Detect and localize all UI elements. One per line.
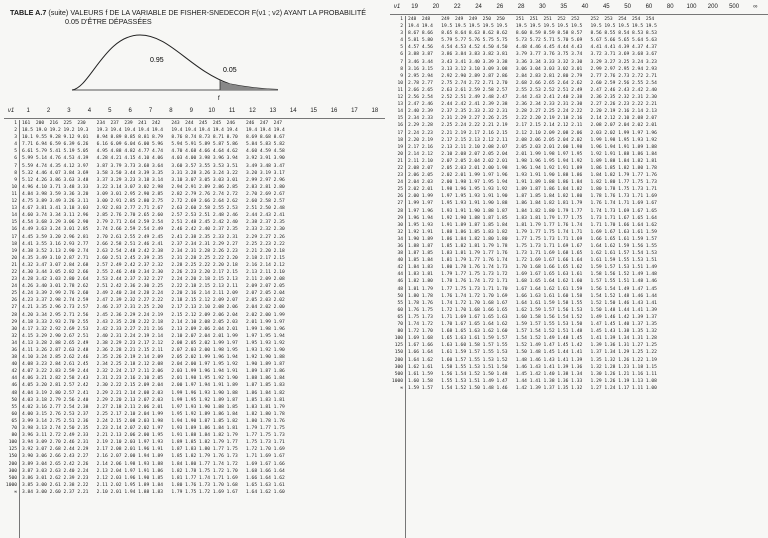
table-row: 3.92 3.07 2.68 2.44 2.29 2.17 2.08 2.01 1.96 1.91 1.87 1.83 1.80 1.77 1.75 1.72 1.70 1.69 (22, 447, 285, 453)
table-row: 4.24 3.39 2.99 2.76 2.60 2.49 2.40 2.34 2.28 2.24 2.20 2.16 2.14 2.11 2.09 2.07 2.05 2.04 (22, 291, 285, 297)
right-row-nu2: 20 (397, 151, 403, 157)
table-row: 1.74 1.72 1.70 1.67 1.65 1.64 1.62 1.59 1.57 1.55 1.53 1.50 1.47 1.45 1.40 1.37 1.35 (408, 322, 657, 328)
right-col-header: 40 (581, 4, 589, 10)
table-row: 2.02 2.01 1.98 1.96 1.95 1.93 1.92 1.89 1.87 1.86 1.84 1.82 1.80 1.78 1.75 1.73 1.71 (408, 187, 657, 193)
left-row-nu2: 25 (11, 291, 17, 297)
right-row-nu2: 5 (400, 45, 403, 51)
left-row-nu2: 500 (8, 475, 17, 481)
right-row-nu2: 65 (397, 314, 403, 320)
left-row-nu2: 24 (11, 284, 17, 290)
table-row: 3.98 3.13 2.74 2.50 2.35 2.23 2.14 2.07 2.02 1.97 1.93 1.89 1.86 1.84 1.81 1.79 1.77 1.75 (22, 426, 285, 432)
table-row: 4.57 4.56 4.54 4.53 4.52 4.50 4.50 4.48 4.46 4.45 4.44 4.43 4.41 4.41 4.39 4.37 4.37 (408, 45, 657, 51)
right-row-nu2: 300 (394, 364, 403, 370)
table-row: 1.84 1.83 1.80 1.78 1.76 1.74 1.73 1.70 1.68 1.66 1.65 1.62 1.59 1.57 1.53 1.51 1.49 (408, 265, 657, 271)
table-row: 4.20 3.34 2.95 2.71 2.56 2.45 2.36 2.29 2.24 2.19 2.15 2.12 2.09 2.06 2.04 2.02 2.00 1.99 (22, 312, 285, 318)
table-row: 2.47 2.46 2.44 2.42 2.41 2.39 2.38 2.36 2.34 2.33 2.31 2.30 2.27 2.26 2.23 2.22 2.21 (408, 102, 657, 108)
left-row-nu2: 13 (11, 206, 17, 212)
table-row: 4.54 3.68 3.29 3.06 2.90 2.79 2.71 2.64 2.59 2.54 2.51 2.48 2.45 2.42 2.40 2.38 2.37 2.35 (22, 220, 285, 226)
table-row: 4.21 3.35 2.96 2.73 2.57 2.46 2.37 2.31 2.25 2.20 2.17 2.13 2.10 2.08 2.06 2.04 2.02 2.00 (22, 305, 285, 311)
left-col-header: 8 (169, 108, 173, 114)
right-row-nu2: 32 (397, 229, 403, 235)
table-row: 4.07 3.22 2.83 2.59 2.44 2.32 2.24 2.17 2.11 2.06 2.03 1.99 1.96 1.94 1.91 1.89 1.87 1.86 (22, 369, 285, 375)
table-cont: (suite) (48, 8, 69, 17)
area-095-label: 0.95 (150, 57, 164, 64)
table-row: 3.84 3.00 2.60 2.37 2.21 2.10 2.01 1.94 1.88 1.83 1.79 1.75 1.72 1.69 1.67 1.64 1.62 1.60 (22, 489, 285, 495)
table-row: 2.40 2.39 2.37 2.35 2.33 2.32 2.31 2.28 2.27 2.25 2.24 2.22 2.20 2.19 2.16 2.14 2.13 (408, 109, 657, 115)
table-row: 1.59 1.57 1.54 1.52 1.50 1.48 1.46 1.42 1.39 1.37 1.35 1.32 1.27 1.24 1.17 1.11 1.00 (408, 385, 657, 391)
left-row-nu2: 4 (14, 142, 17, 148)
left-row-nu2: 34 (11, 340, 17, 346)
right-row-nu2: 13 (397, 102, 403, 108)
table-row: 5.32 4.46 4.07 3.84 3.69 3.58 3.50 3.44 3.39 3.35 3.31 3.28 3.26 3.24 3.22 3.20 3.19 3.17 (22, 170, 285, 176)
right-col-header: 26 (496, 4, 504, 10)
left-row-nu2: 27 (11, 305, 17, 311)
right-col-header: 28 (517, 4, 525, 10)
left-row-nu2: 3 (14, 135, 17, 141)
left-row-nu2: 11 (11, 191, 17, 197)
left-row-nu2: 8 (14, 170, 17, 176)
left-col-header: 9 (189, 108, 193, 114)
right-row-nu2: 46 (397, 279, 403, 285)
table-row: 1.67 1.66 1.63 1.60 1.58 1.57 1.55 1.52 1.49 1.47 1.45 1.42 1.39 1.36 1.31 1.27 1.25 (408, 343, 657, 349)
table-row: 1.97 1.96 1.93 1.91 1.90 1.88 1.87 1.84 1.82 1.80 1.79 1.77 1.74 1.73 1.69 1.67 1.65 (408, 208, 657, 214)
table-row: 1.99 1.97 1.95 1.93 1.91 1.90 1.88 1.86 1.84 1.82 1.81 1.79 1.76 1.74 1.71 1.69 1.67 (408, 201, 657, 207)
left-col-header: 12 (249, 108, 256, 114)
left-row-nu2: 7 (14, 163, 17, 169)
left-row-nu2: 300 (8, 468, 17, 474)
left-column-headers (18, 104, 385, 118)
left-row-nu2: 40 (11, 362, 17, 368)
table-row: 1.78 1.76 1.74 1.72 1.70 1.68 1.67 1.64 1.61 1.59 1.58 1.55 1.52 1.50 1.46 1.43 1.41 (408, 300, 657, 306)
table-row: 4.32 3.47 3.07 2.84 2.68 2.57 2.49 2.42 2.37 2.32 2.28 2.25 2.22 2.20 2.18 2.16 2.14 2.12 (22, 262, 285, 268)
left-row-nu2: 15 (11, 220, 17, 226)
right-row-nu2: 80 (397, 329, 403, 335)
right-row-nu2: 6 (400, 52, 403, 58)
left-col-header: 15 (310, 108, 317, 114)
table-title-text: VALEURS f DE LA VARIABLE DE FISHER-SNEDECOR F(ν1 ; ν2) AYANT LA PROBABILITÉ (70, 8, 367, 17)
table-row: 3.46 3.44 3.43 3.41 3.40 3.39 3.38 3.36 3.34 3.33 3.32 3.30 3.29 3.27 3.25 3.24 3.23 (408, 59, 657, 65)
table-label: TABLE A.7 (10, 8, 47, 17)
table-row: 2.20 2.19 2.17 2.15 2.13 2.12 2.11 2.08 2.06 2.05 2.04 2.02 1.99 1.98 1.95 1.93 1.92 (408, 137, 657, 143)
left-row-nu2: 55 (11, 404, 17, 410)
right-col-header: 24 (475, 4, 482, 10)
right-row-nu2: 23 (397, 173, 403, 179)
left-row-nu2: 5 (14, 149, 17, 155)
right-header-row (390, 0, 768, 14)
left-row-nu2: 17 (11, 234, 17, 240)
right-col-header: 30 (539, 4, 546, 10)
left-row-nu2: 29 (11, 319, 17, 325)
left-row-nu2: 80 (11, 433, 17, 439)
table-row: 4.26 3.40 3.01 2.78 2.62 2.51 2.42 2.36 2.30 2.25 2.22 2.18 2.15 2.13 2.11 2.09 2.07 2.05 (22, 284, 285, 290)
table-row: 2.56 2.54 2.52 2.51 2.49 2.48 2.47 2.44 2.43 2.41 2.40 2.38 2.36 2.35 2.32 2.31 2.30 (408, 95, 657, 101)
left-row-nu2: 125 (8, 447, 17, 453)
left-row-nu2: 50 (11, 397, 17, 403)
right-col-header: 500 (729, 4, 740, 10)
table-row: 5.12 4.26 3.86 3.63 3.48 3.37 3.29 3.23 3.18 3.14 3.10 3.07 3.05 3.03 3.01 2.99 2.97 2.96 (22, 177, 285, 183)
left-col-header: 1 (26, 108, 30, 114)
right-row-nu2: 2 (400, 24, 403, 30)
left-row-nu2: 70 (11, 426, 17, 432)
right-row-nu2: 17 (397, 130, 403, 136)
table-row: 4.41 3.55 3.16 2.93 2.77 2.66 2.58 2.51 2.46 2.41 2.37 2.34 2.31 2.29 2.27 2.25 2.23 2.22 (22, 241, 285, 247)
table-row: 1.96 1.94 1.92 1.90 1.88 1.87 1.85 1.83 1.81 1.79 1.77 1.75 1.73 1.71 1.67 1.65 1.64 (408, 215, 657, 221)
left-row-nu2: 6 (14, 156, 17, 162)
left-row-nu2: 48 (11, 390, 17, 396)
table-row: 2.11 2.10 2.07 2.05 2.04 2.02 2.01 1.98 1.96 1.95 1.94 1.92 1.89 1.88 1.84 1.82 1.81 (408, 158, 657, 164)
left-rule (19, 120, 20, 538)
right-row-nu2: 100 (394, 336, 403, 342)
right-header-rule (390, 14, 768, 15)
table-row: 161 200 216 225 230 234 237 239 241 242 243 244 245 245 246 246 247 247 (22, 121, 282, 126)
table-row: 2.95 2.94 2.92 2.90 2.89 2.87 2.86 2.84 2.83 2.81 2.80 2.79 2.77 2.76 2.73 2.72 2.71 (408, 73, 657, 79)
right-row-nu2: 10 (397, 80, 403, 86)
left-row-nu2: 150 (8, 454, 17, 460)
table-row: 4.96 4.10 3.71 3.48 3.33 3.22 3.14 3.07 3.02 2.98 2.94 2.91 2.89 2.86 2.85 2.83 2.81 2.80 (22, 184, 285, 190)
table-title (10, 8, 370, 26)
left-row-nu2: 22 (11, 269, 17, 275)
right-row-nu2: 27 (397, 201, 403, 207)
table-row: 1.64 1.62 1.60 1.57 1.55 1.53 1.52 1.48 1.46 1.43 1.41 1.39 1.35 1.32 1.26 1.22 1.19 (408, 357, 657, 363)
right-col-header: 50 (624, 4, 631, 10)
right-row-nu2: 26 (397, 194, 403, 200)
right-row-nu2: 1 (400, 17, 403, 22)
left-values (22, 120, 384, 538)
table-row: 4.10 3.24 2.85 2.62 2.46 2.35 2.26 2.19 2.14 2.09 2.05 2.02 1.99 1.96 1.94 1.92 1.90 1.88 (22, 355, 285, 361)
table-row: 1.88 1.87 1.85 1.82 1.81 1.79 1.78 1.75 1.73 1.71 1.69 1.67 1.64 1.62 1.59 1.56 1.55 (408, 244, 657, 249)
left-nu2-column (4, 120, 17, 538)
right-row-nu2: 8 (400, 66, 403, 72)
left-row-nu2: 2 (14, 128, 17, 134)
left-col-header: 6 (128, 108, 132, 114)
right-col-header: 35 (560, 4, 568, 10)
table-row: 4.03 3.18 2.79 2.56 2.40 2.29 2.20 2.13 2.07 2.03 1.99 1.95 1.92 1.89 1.87 1.85 1.83 1.81 (22, 397, 285, 403)
left-row-nu2: 21 (11, 262, 17, 268)
right-row-nu2: 19 (397, 144, 403, 150)
table-row: 4.67 3.81 3.41 3.18 3.03 2.92 2.83 2.77 2.71 2.67 2.63 2.60 2.58 2.55 2.53 2.51 2.50 2.48 (22, 206, 285, 212)
left-row-nu2: 42 (11, 369, 17, 375)
left-row-nu2: 28 (11, 312, 17, 318)
table-row: 4.11 3.26 2.87 2.63 2.48 2.36 2.28 2.21 2.15 2.11 2.07 2.03 2.00 1.98 1.95 1.93 1.92 1.90 (22, 348, 285, 353)
table-row: 4.35 3.49 3.10 2.87 2.71 2.60 2.51 2.45 2.39 2.35 2.31 2.28 2.25 2.22 2.20 2.18 2.17 2.15 (22, 255, 285, 261)
table-row: 2.04 2.03 2.00 1.98 1.97 1.95 1.94 1.91 1.89 1.88 1.86 1.84 1.82 1.80 1.77 1.75 1.73 (408, 180, 657, 186)
table-row: 4.38 3.52 3.13 2.90 2.74 2.63 2.54 2.48 2.42 2.38 2.34 2.31 2.28 2.26 2.23 2.21 2.20 2.18 (22, 248, 285, 254)
table-row: 8.67 8.66 8.65 8.64 8.63 8.62 8.62 8.60 8.59 8.59 8.58 8.57 8.56 8.55 8.54 8.53 8.53 (408, 31, 657, 37)
table-row: 4.02 3.16 2.77 2.54 2.38 2.27 2.18 2.11 2.06 2.01 1.97 1.93 1.90 1.88 1.85 1.83 1.81 1.79 (22, 404, 285, 410)
table-row: 3.87 3.03 2.63 2.40 2.24 2.13 2.04 1.97 1.91 1.86 1.82 1.78 1.75 1.72 1.70 1.68 1.66 1.64 (22, 468, 285, 474)
table-row: 4.17 3.32 2.92 2.69 2.53 2.42 2.33 2.27 2.21 2.16 2.13 2.09 2.06 2.04 2.01 1.99 1.98 1.96 (22, 326, 285, 332)
table-row: 2.06 2.05 2.02 2.01 1.99 1.97 1.96 1.93 1.91 1.90 1.88 1.86 1.84 1.82 1.79 1.77 1.76 (408, 173, 657, 179)
left-col-header: 3 (67, 108, 71, 114)
right-row-nu2: 15 (397, 116, 403, 122)
density-curve-figure (70, 30, 280, 102)
left-col-header: 16 (330, 108, 338, 114)
right-row-nu2: 29 (397, 215, 403, 221)
right-row-nu2: 3 (400, 31, 403, 37)
table-row: 2.78 2.77 2.75 2.74 2.72 2.71 2.70 2.68 2.66 2.65 2.64 2.62 2.60 2.59 2.56 2.55 2.54 (408, 80, 657, 86)
right-nu-corner: ν1 (393, 4, 401, 10)
table-row: 3.90 3.06 2.66 2.43 2.27 2.16 2.07 2.00 1.94 1.89 1.85 1.82 1.79 1.76 1.73 1.71 1.69 1.67 (22, 454, 285, 460)
table-row: 4.84 3.98 3.59 3.36 3.20 3.09 3.01 2.95 2.90 2.85 2.82 2.79 2.76 2.74 2.72 2.70 2.69 2.67 (22, 191, 285, 197)
right-row-nu2: 11 (397, 87, 403, 93)
table-row: 1.76 1.75 1.72 1.70 1.68 1.66 1.65 1.62 1.59 1.57 1.56 1.53 1.50 1.48 1.44 1.41 1.39 (408, 307, 657, 313)
right-col-header: 100 (686, 4, 697, 10)
table-row: 1.83 1.81 1.79 1.77 1.75 1.73 1.72 1.69 1.67 1.65 1.63 1.61 1.58 1.56 1.52 1.49 1.48 (408, 272, 657, 278)
right-nu2-column (390, 16, 403, 538)
table-row: 4.28 3.42 3.03 2.80 2.64 2.53 2.44 2.37 2.32 2.27 2.24 2.20 2.18 2.15 2.13 2.11 2.09 2.08 (22, 277, 285, 283)
left-row-nu2: 12 (11, 199, 17, 205)
table-row: 4.75 3.89 3.49 3.26 3.11 3.00 2.91 2.85 2.80 2.75 2.72 2.69 2.66 2.64 2.62 2.60 2.58 2.57 (22, 199, 285, 205)
left-row-nu2: 14 (11, 213, 17, 219)
right-row-nu2: 34 (397, 236, 403, 242)
table-row: 1.80 1.78 1.76 1.74 1.72 1.70 1.69 1.66 1.63 1.61 1.60 1.58 1.54 1.52 1.48 1.46 1.44 (408, 293, 657, 299)
right-values (408, 16, 766, 538)
table-row: 2.17 2.16 2.13 2.11 2.10 2.08 2.07 2.05 2.03 2.01 2.00 1.98 1.96 1.94 1.91 1.89 1.88 (408, 144, 657, 150)
right-row-nu2: 1000 (391, 378, 403, 384)
table-row: 3.85 3.00 2.61 2.38 2.22 2.11 2.02 1.95 1.89 1.84 1.80 1.76 1.73 1.70 1.68 1.65 1.63 1.61 (22, 482, 285, 488)
right-row-nu2: 24 (397, 180, 403, 186)
left-table (4, 104, 385, 538)
table-row: 248 248 249 249 249 250 250 251 251 251 252 252 252 253 254 254 254 (408, 17, 655, 22)
table-row: 4.49 3.63 3.24 3.01 2.85 2.74 2.66 2.59 2.54 2.49 2.46 2.42 2.40 2.37 2.35 2.33 2.32 2.30 (22, 227, 285, 233)
left-col-header: 5 (108, 108, 112, 114)
table-row: 5.81 5.80 5.79 5.77 5.76 5.75 5.75 5.73 5.72 5.71 5.70 5.69 5.67 5.66 5.65 5.64 5.63 (408, 38, 657, 44)
left-col-header: 13 (269, 108, 277, 114)
right-row-nu2: 150 (394, 350, 403, 356)
right-row-nu2: 28 (397, 208, 403, 214)
area-005-label: 0.05 (223, 67, 237, 74)
table-row: 2.24 2.23 2.21 2.19 2.17 2.16 2.15 2.12 2.10 2.09 2.08 2.06 2.03 2.02 1.99 1.97 1.96 (408, 130, 657, 136)
left-header-row (4, 104, 385, 118)
table-row: 1.72 1.70 1.68 1.65 1.63 1.62 1.60 1.57 1.54 1.52 1.51 1.48 1.45 1.43 1.38 1.35 1.32 (408, 329, 657, 335)
right-col-header: 19 (411, 4, 418, 10)
table-row: 3.94 3.09 2.70 2.46 2.31 2.19 2.10 2.03 1.97 1.93 1.89 1.85 1.82 1.79 1.77 1.75 1.73 1.71 (22, 440, 285, 446)
left-row-nu2: 10 (11, 184, 17, 190)
table-row: 10.1 9.55 9.28 9.12 9.01 8.94 8.89 8.85 8.81 8.79 8.76 8.74 8.73 8.71 8.70 8.69 8.68 8.67 (22, 135, 285, 141)
left-nu-corner: ν1 (7, 108, 15, 114)
left-row-nu2: 44 (11, 376, 17, 382)
table-row: 1.87 1.85 1.83 1.81 1.79 1.77 1.76 1.73 1.71 1.69 1.68 1.65 1.62 1.61 1.57 1.54 1.53 (408, 251, 657, 257)
table-row: 1.82 1.80 1.78 1.76 1.74 1.72 1.71 1.68 1.65 1.64 1.62 1.60 1.57 1.55 1.51 1.48 1.46 (408, 279, 657, 285)
table-row: 3.99 3.14 2.75 2.51 2.36 2.24 2.15 2.08 2.03 1.98 1.94 1.90 1.87 1.85 1.82 1.80 1.78 1.76 (22, 418, 285, 424)
right-body (390, 16, 768, 538)
table-row: 1.69 1.68 1.65 1.63 1.61 1.59 1.57 1.54 1.52 1.49 1.48 1.45 1.41 1.39 1.34 1.31 1.28 (408, 336, 657, 342)
left-col-header: 10 (208, 108, 216, 114)
right-row-nu2: 50 (397, 293, 403, 299)
left-row-nu2: 26 (11, 298, 17, 304)
right-col-header: 200 (707, 4, 718, 10)
table-row: 4.30 3.44 3.05 2.82 2.66 2.55 2.46 2.40 2.34 2.30 2.26 2.23 2.20 2.17 2.15 2.13 2.11 2.10 (22, 269, 285, 275)
left-body (4, 120, 385, 538)
left-col-header: 4 (87, 108, 92, 114)
right-row-nu2: 12 (397, 95, 403, 101)
right-row-nu2: 500 (394, 371, 403, 377)
left-row-nu2: 30 (11, 326, 17, 332)
right-row-nu2: 14 (397, 109, 403, 115)
right-row-nu2: 40 (397, 258, 403, 264)
right-col-header: 60 (645, 4, 653, 10)
table-row: 3.16 3.15 3.13 3.12 3.10 3.09 3.08 3.06 3.04 3.03 3.02 3.01 2.99 2.97 2.95 2.94 2.93 (408, 66, 657, 72)
table-row: 18.5 19.0 19.2 19.2 19.3 19.3 19.4 19.4 19.4 19.4 19.4 19.4 19.4 19.4 19.4 19.4 19.4 19.4 (22, 128, 285, 134)
left-col-header: 17 (351, 108, 358, 114)
table-row: 1.85 1.84 1.81 1.79 1.77 1.76 1.74 1.72 1.69 1.67 1.66 1.64 1.61 1.59 1.55 1.53 1.51 (408, 258, 657, 264)
density-curve (72, 35, 278, 90)
right-row-nu2: 44 (397, 272, 403, 278)
table-row: 4.13 3.28 2.88 2.65 2.49 2.38 2.29 2.23 2.17 2.12 2.08 2.05 2.02 1.99 1.97 1.95 1.93 1.92 (22, 340, 285, 346)
table-row: 4.05 3.20 2.81 2.57 2.42 2.30 2.22 2.15 2.09 2.04 2.00 1.97 1.94 1.91 1.89 1.87 1.85 1.83 (22, 383, 285, 389)
right-column-headers (404, 0, 766, 14)
left-row-nu2: ∞ (14, 489, 17, 495)
left-col-header: 2 (46, 108, 51, 114)
right-table (390, 0, 768, 538)
right-rule (405, 16, 406, 538)
right-row-nu2: 4 (400, 38, 403, 44)
table-row: 2.34 2.33 2.31 2.29 2.27 2.26 2.25 2.22 2.20 2.19 2.18 2.16 2.14 2.12 2.10 2.08 2.07 (408, 116, 657, 122)
table-row: 1.81 1.79 1.77 1.75 1.73 1.71 1.70 1.67 1.64 1.62 1.61 1.59 1.56 1.54 1.49 1.47 1.45 (408, 286, 657, 292)
table-row: 2.29 2.28 2.25 2.24 2.22 2.21 2.19 2.17 2.15 2.14 2.12 2.11 2.08 2.07 2.04 2.02 2.01 (408, 123, 657, 129)
left-row-nu2: 16 (11, 227, 17, 233)
table-row: 4.15 3.29 2.90 2.67 2.51 2.40 2.31 2.24 2.19 2.14 2.10 2.07 2.04 2.01 1.99 1.97 1.95 1.94 (22, 333, 285, 339)
table-row: 1.92 1.91 1.88 1.86 1.85 1.83 1.82 1.79 1.77 1.75 1.74 1.71 1.69 1.67 1.63 1.61 1.59 (408, 229, 657, 235)
left-row-nu2: 100 (8, 440, 17, 446)
left-col-header: 14 (289, 108, 297, 114)
right-row-nu2: 42 (397, 265, 403, 271)
left-col-header: 18 (371, 108, 379, 114)
table-row: 3.86 3.01 2.62 2.39 2.23 2.12 2.03 1.96 1.90 1.85 1.81 1.77 1.74 1.71 1.69 1.66 1.64 1.62 (22, 475, 285, 481)
table-row: 1.62 1.61 1.58 1.55 1.53 1.51 1.50 1.46 1.43 1.41 1.39 1.36 1.32 1.28 1.23 1.18 1.15 (408, 364, 657, 370)
right-row-nu2: 30 (397, 222, 403, 228)
left-row-nu2: 32 (11, 333, 17, 339)
right-row-nu2: 16 (397, 123, 403, 129)
table-row: 1.60 1.58 1.55 1.53 1.51 1.49 1.47 1.44 1.41 1.38 1.36 1.33 1.29 1.26 1.19 1.13 1.08 (408, 378, 657, 384)
table-row: 4.06 3.21 2.82 2.58 2.43 2.31 2.23 2.16 2.10 2.05 2.01 1.98 1.95 1.92 1.90 1.88 1.86 1.84 (22, 376, 285, 382)
left-col-header: 7 (148, 108, 153, 114)
f-label: f (218, 96, 220, 102)
left-row-nu2: 46 (11, 383, 17, 389)
right-row-nu2: 7 (400, 59, 403, 65)
left-row-nu2: 200 (8, 461, 17, 467)
table-row: 1.90 1.89 1.86 1.84 1.82 1.80 1.80 1.77 1.75 1.73 1.71 1.69 1.66 1.65 1.61 1.59 1.57 (408, 236, 657, 242)
table-row: 2.08 2.07 2.05 2.03 2.01 2.00 1.98 1.96 1.94 1.92 1.91 1.89 1.86 1.85 1.82 1.80 1.78 (408, 165, 657, 171)
right-col-header: 22 (453, 4, 461, 10)
right-col-header: ∞ (753, 4, 758, 10)
table-row: 3.96 3.11 2.72 2.49 2.33 2.21 2.13 2.06 2.00 1.95 1.91 1.88 1.84 1.82 1.79 1.77 1.75 1.73 (22, 433, 285, 439)
table-row: 6.61 5.79 5.41 5.19 5.05 4.95 4.88 4.82 4.77 4.74 4.70 4.68 4.66 4.64 4.62 4.60 4.59 4.58 (22, 149, 285, 155)
table-row: 5.59 4.74 4.35 4.12 3.97 3.87 3.79 3.73 3.68 3.64 3.60 3.57 3.55 3.53 3.51 3.49 3.48 3.47 (22, 163, 285, 169)
left-header-rule (4, 118, 385, 119)
left-row-nu2: 38 (11, 355, 17, 361)
table-row: 1.61 1.59 1.56 1.54 1.52 1.50 1.48 1.45 1.42 1.40 1.38 1.34 1.30 1.26 1.21 1.16 1.11 (408, 371, 657, 377)
right-row-nu2: 25 (397, 187, 403, 193)
right-row-nu2: 38 (397, 251, 403, 257)
right-col-header: 80 (666, 4, 674, 10)
left-row-nu2: 1000 (5, 482, 17, 488)
right-col-header: 20 (432, 4, 440, 10)
left-row-nu2: 60 (11, 411, 17, 417)
table-subtitle: 0.05 D'ÊTRE DÉPASSÉES (65, 17, 152, 26)
right-row-nu2: 200 (394, 357, 403, 363)
table-row: 4.23 3.37 2.98 2.74 2.59 2.47 2.39 2.32 2.27 2.22 2.18 2.15 2.12 2.09 2.07 2.05 2.03 2.02 (22, 298, 285, 304)
right-row-nu2: 36 (397, 244, 403, 249)
table-row: 19.4 19.4 19.5 19.5 19.5 19.5 19.5 19.5 19.5 19.5 19.5 19.5 19.5 19.5 19.5 19.5 19.5 (408, 24, 657, 30)
left-row-nu2: 20 (11, 255, 17, 261)
table-row: 2.00 1.99 1.97 1.95 1.93 1.91 1.90 1.87 1.85 1.84 1.82 1.80 1.78 1.76 1.73 1.71 1.69 (408, 194, 657, 200)
right-row-nu2: 9 (400, 73, 403, 79)
table-row: 1.95 1.93 1.91 1.89 1.87 1.85 1.84 1.81 1.79 1.77 1.76 1.74 1.71 1.70 1.66 1.64 1.62 (408, 222, 657, 228)
table-row: 1.66 1.64 1.61 1.59 1.57 1.55 1.53 1.50 1.48 1.45 1.44 1.41 1.37 1.34 1.29 1.25 1.22 (408, 350, 657, 356)
left-col-header: 11 (228, 108, 236, 114)
right-row-nu2: 48 (397, 286, 403, 292)
table-row: 4.08 3.23 2.84 2.61 2.45 2.34 2.25 2.18 2.12 2.08 2.04 2.00 1.97 1.95 1.92 1.90 1.89 1.87 (22, 362, 285, 368)
left-row-nu2: 65 (11, 418, 17, 424)
table-row: 2.14 2.12 2.10 2.08 2.07 2.05 2.04 2.01 1.99 1.98 1.97 1.95 1.92 1.91 1.88 1.86 1.84 (408, 151, 657, 157)
right-row-nu2: 70 (397, 322, 403, 328)
table-row: 4.18 3.33 2.93 2.70 2.55 2.43 2.35 2.28 2.22 2.18 2.14 2.10 2.08 2.05 2.03 2.01 1.99 1.97 (22, 319, 285, 325)
table-row: 4.04 3.19 2.80 2.57 2.41 2.29 2.21 2.14 2.08 2.03 1.99 1.96 1.93 1.90 1.88 1.86 1.84 1.82 (22, 390, 285, 396)
left-row-nu2: 1 (14, 121, 17, 126)
right-col-header: 45 (602, 4, 610, 10)
right-row-nu2: 21 (397, 158, 403, 164)
table-row: 4.00 3.15 2.76 2.53 2.37 2.25 2.17 2.10 2.04 1.99 1.95 1.92 1.89 1.86 1.84 1.82 1.80 1.78 (22, 411, 285, 417)
table-row: 4.45 3.59 3.20 2.96 2.81 2.70 2.61 2.55 2.49 2.45 2.41 2.38 2.35 2.33 2.31 2.29 2.27 2.26 (22, 234, 285, 240)
table-row: 2.66 2.65 2.63 2.61 2.59 2.58 2.57 2.55 2.53 2.52 2.51 2.49 2.47 2.46 2.43 2.42 2.40 (408, 87, 657, 93)
right-row-nu2: 18 (397, 137, 403, 143)
right-row-nu2: ∞ (400, 385, 403, 391)
table-row: 3.89 3.04 2.65 2.42 2.26 2.14 2.06 1.98 1.93 1.88 1.84 1.80 1.77 1.74 1.72 1.69 1.67 1.66 (22, 461, 285, 467)
table-row: 3.88 3.87 3.86 3.84 3.83 3.82 3.81 3.79 3.77 3.76 3.75 3.74 3.72 3.71 3.69 3.68 3.67 (408, 52, 657, 58)
left-row-nu2: 36 (11, 348, 17, 353)
left-row-nu2: 9 (14, 177, 17, 183)
table-row: 5.99 5.14 4.76 4.53 4.39 4.28 4.21 4.15 4.10 4.06 4.03 4.00 3.98 3.96 3.94 3.92 3.91 3.90 (22, 156, 285, 162)
right-row-nu2: 22 (397, 165, 403, 171)
right-row-nu2: 55 (397, 300, 403, 306)
table-row: 4.60 3.74 3.34 3.11 2.96 2.85 2.76 2.70 2.65 2.60 2.57 2.53 2.51 2.48 2.46 2.44 2.43 2.41 (22, 213, 285, 219)
left-row-nu2: 23 (11, 277, 17, 283)
table-row: 1.75 1.73 1.71 1.69 1.67 1.65 1.63 1.60 1.58 1.56 1.54 1.52 1.49 1.46 1.42 1.39 1.37 (408, 314, 657, 320)
right-row-nu2: 125 (394, 343, 403, 349)
left-row-nu2: 19 (11, 248, 17, 254)
left-row-nu2: 18 (11, 241, 17, 247)
right-row-nu2: 60 (397, 307, 403, 313)
table-row: 7.71 6.94 6.59 6.39 6.26 6.16 6.09 6.04 6.00 5.96 5.94 5.91 5.89 5.87 5.86 5.84 5.83 5.82 (22, 142, 285, 148)
